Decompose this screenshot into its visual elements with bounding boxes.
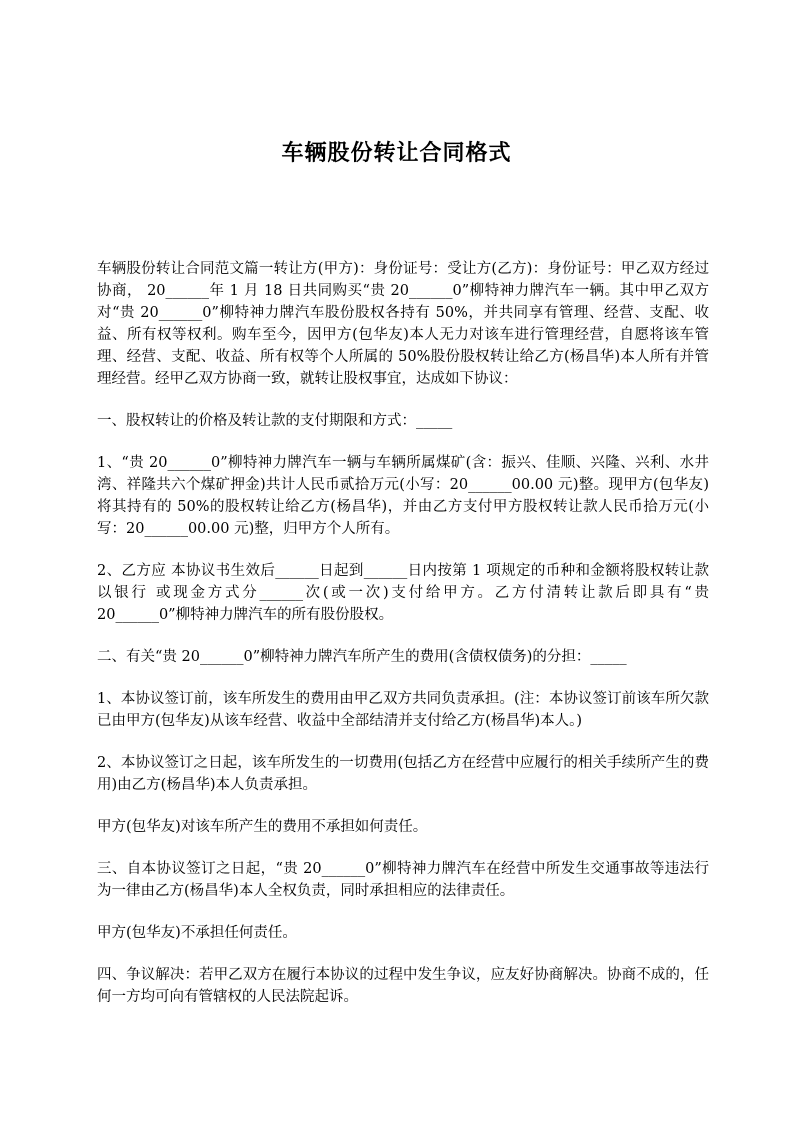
section-2-item-2: 2、本协议签订之日起，该车所发生的一切费用(包括乙方在经营中应履行的相关手续所产生的费用)由乙方(杨昌华)本人负责承担。 [97, 755, 709, 793]
document-body [97, 258, 714, 1028]
section-2-heading: 二、有关“贵 20______0”柳特神力牌汽车所产生的费用(含债权债务)的分担：_____ [97, 649, 627, 665]
section-2-item-1: 1、本协议签订前，该车所发生的费用由甲乙双方共同负责承担。(注：本协议签订前该车所欠款已由甲方(包华友)从该车经营、收益中全部结清并支付给乙方(杨昌华)本人。) [97, 691, 709, 729]
section-4-paragraph: 四、争议解决：若甲乙双方在履行本协议的过程中发生争议，应友好协商解决。协商不成的，任何一方均可向有管辖权的人民法院起诉。 [97, 967, 709, 1005]
section-2-note: 甲方(包华友)对该车所产生的费用不承担如何责任。 [97, 819, 428, 835]
section-3-paragraph: 三、自本协议签订之日起，“贵 20______0”柳特神力牌汽车在经营中所发生交通事故等违法行为一律由乙方(杨昌华)本人全权负责，同时承担相应的法律责任。 [97, 861, 709, 899]
document-title: 车辆股份转让合同格式 [281, 141, 512, 166]
section-3-note: 甲方(包华友)不承担任何责任。 [97, 925, 297, 941]
section-1-item-2: 2、乙方应 本协议书生效后______日起到______日内按第 1 项规定的币种和金额将股权转让款以银行 或现金方式分______次(或一次)支付给甲方。乙方付清转让款后即具有“贵 20______0”柳特神力牌汽车的所有股份股权。 [97, 563, 714, 623]
intro-paragraph: 车辆股份转让合同范文篇一转让方(甲方)：身份证号：受让方(乙方)：身份证号：甲乙双方经过协商， 20______年 1 月 18 日共同购买“贵 20______0”柳特神力牌汽车一辆。其中甲乙双方对“贵 20______0”柳特神力牌汽车股份股权各持有 50%，并共同享有管理、经营、支配、收益、所有权等权利。购车至今，因甲方(包华友)本人无力对该车进行管理经营，自愿将该车管理、经营、支配、收益、所有权等个人所属的 50%股份股权转让给乙方(杨昌华)本人所有并管理经营。经甲乙双方协商一致，就转让股权事宜，达成如下协议： [97, 261, 709, 387]
section-1-heading: 一、股权转让的价格及转让款的支付期限和方式：_____ [97, 413, 453, 429]
section-1-item-1: 1、“贵 20______0”柳特神力牌汽车一辆与车辆所属煤矿(含：振兴、佳顺、兴隆、兴利、水井湾、祥隆共六个煤矿押金)共计人民币贰拾万元(小写：20______00.00 元)整。现甲方(包华友)将其持有的 50%的股权转让给乙方(杨昌华)，并由乙方支付甲方股权转让款人民币拾万元(小写：20______00.00 元)整，归甲方个人所有。 [97, 455, 709, 537]
